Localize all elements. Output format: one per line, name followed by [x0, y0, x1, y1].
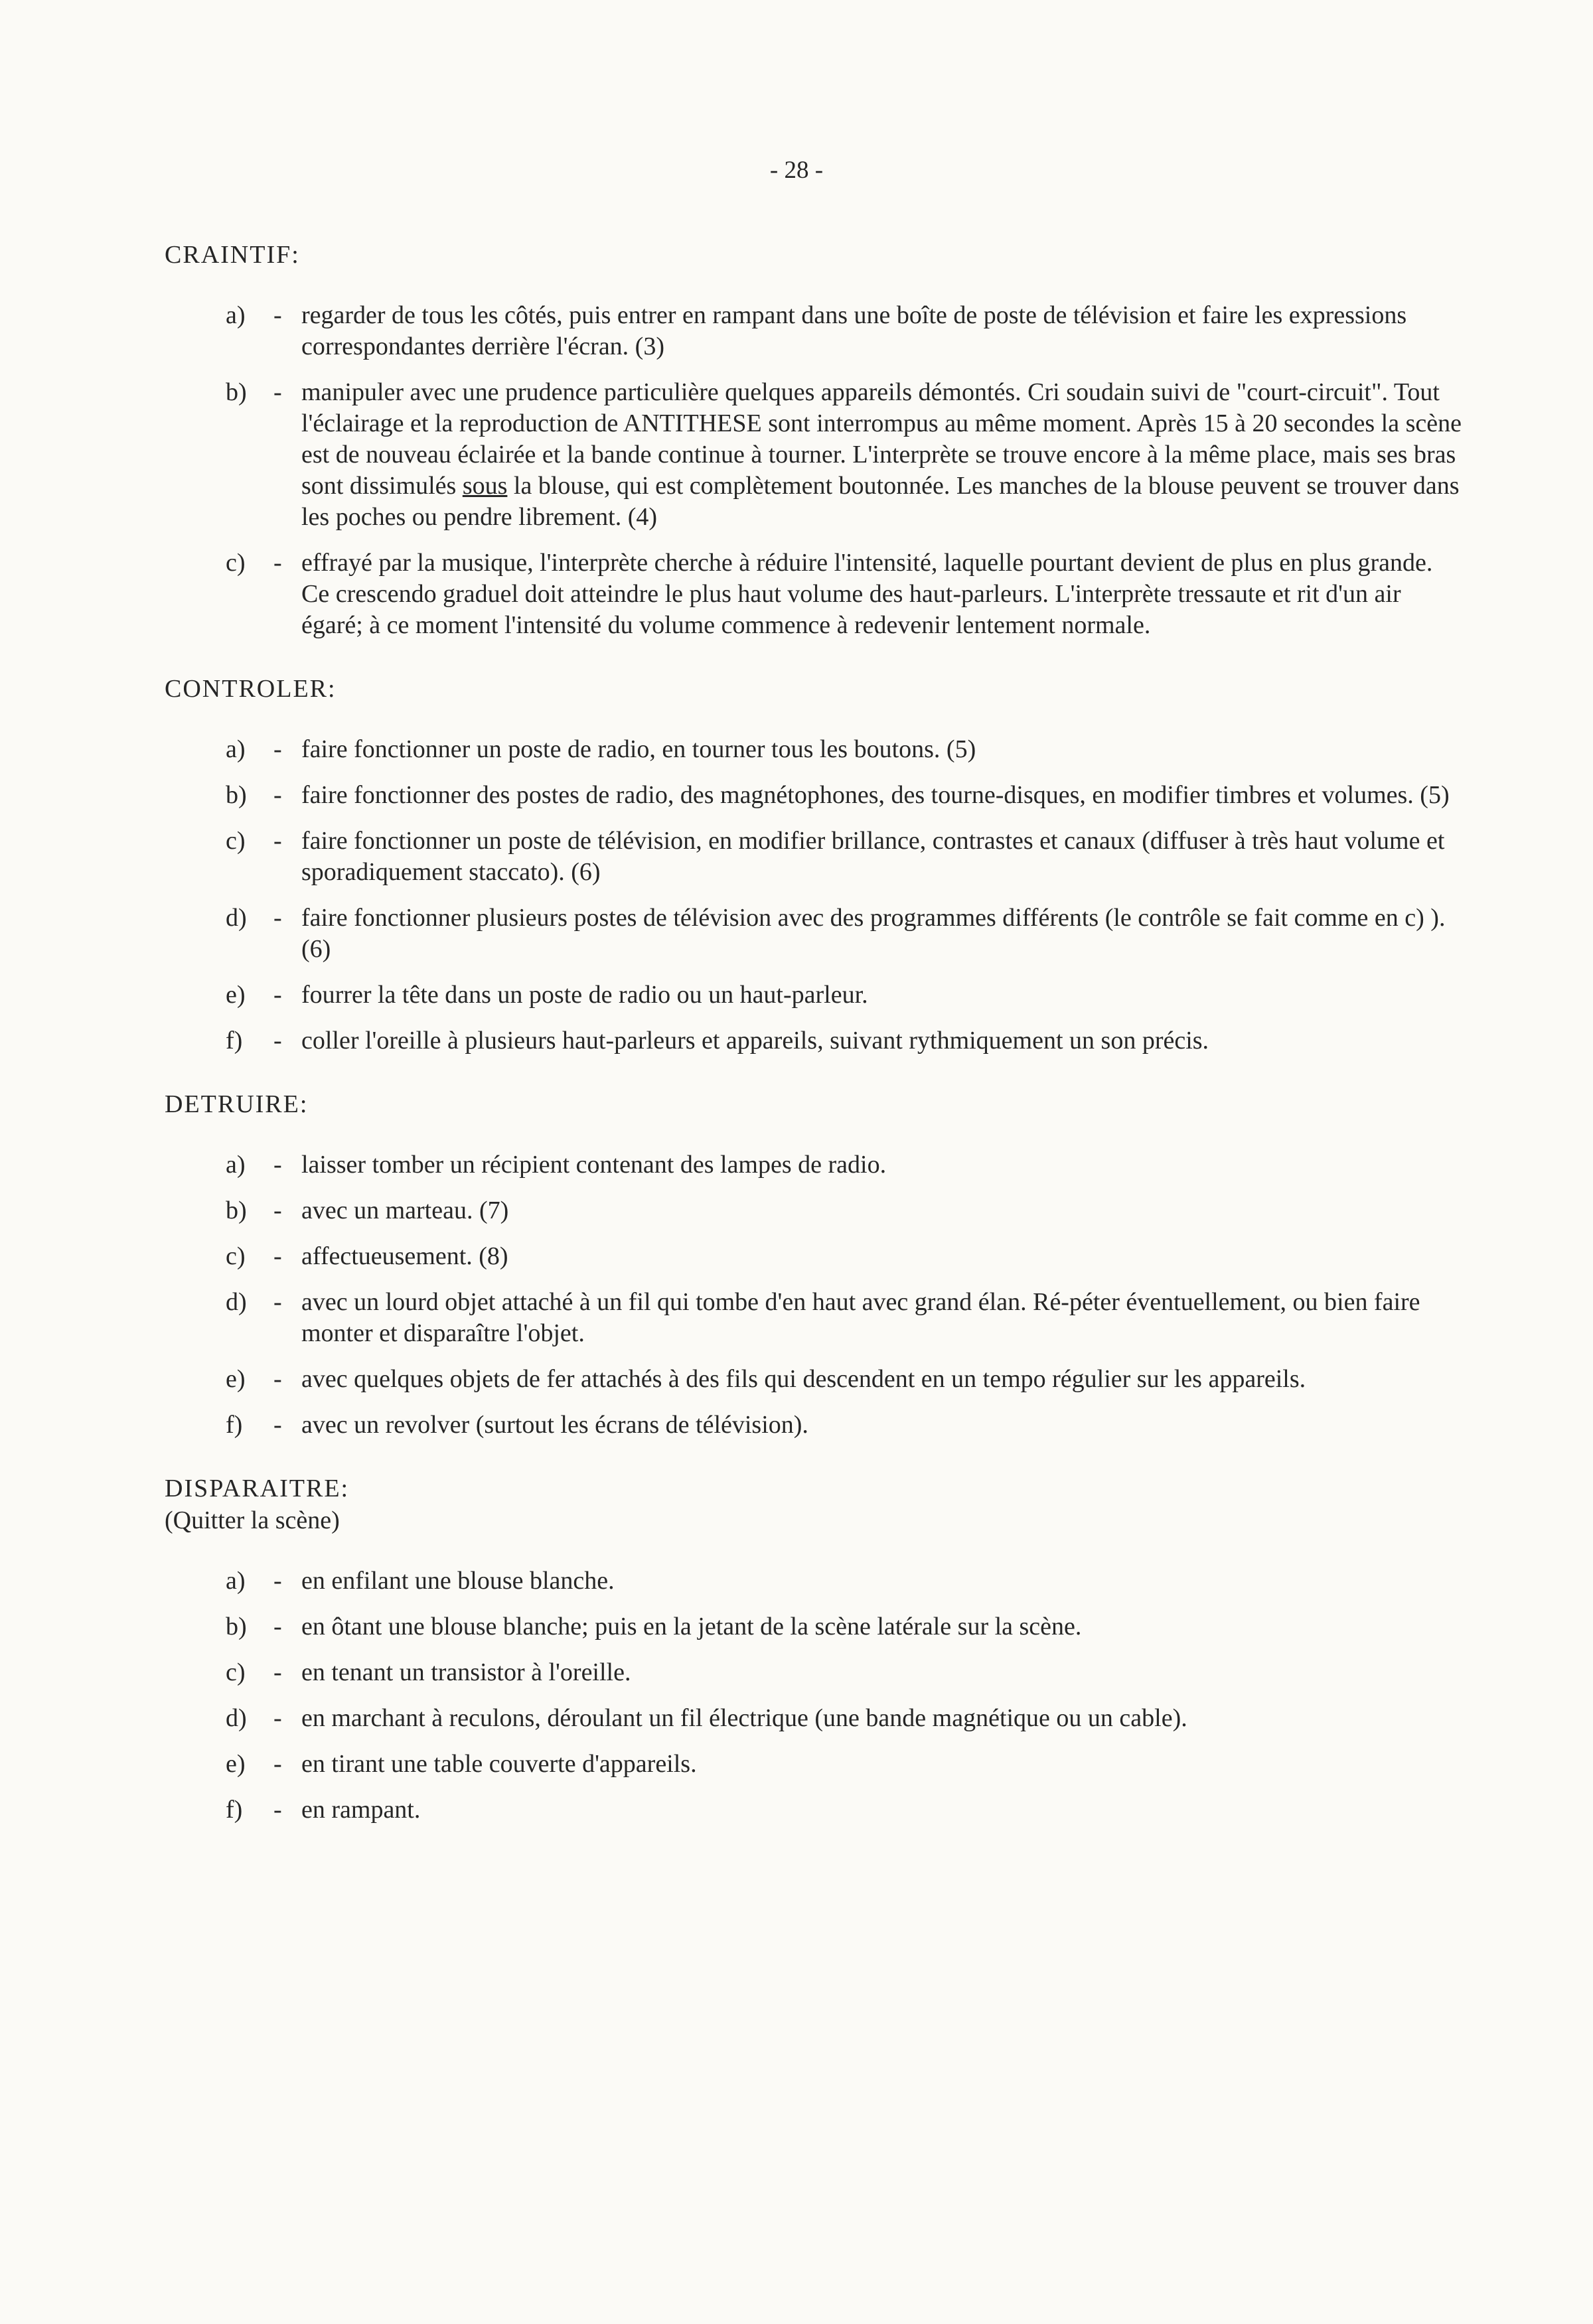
item-dash: - [273, 1658, 282, 1686]
section-controler [165, 673, 1466, 1056]
list-item [165, 1149, 1466, 1181]
item-label: f) [226, 1796, 243, 1824]
item-text [301, 378, 1462, 531]
list-item [165, 1565, 1466, 1597]
section-heading: CRAINTIF: [165, 241, 300, 269]
section-detruire [165, 1088, 1466, 1441]
item-text: en marchant à reculons, déroulant un fil électrique (une bande magnétique ou un cable). [301, 1704, 1187, 1732]
item-dash: - [273, 1704, 282, 1732]
section-subheading: (Quitter la scène) [165, 1506, 340, 1534]
item-label: d) [226, 1704, 247, 1732]
item-dash: - [273, 1242, 282, 1270]
item-text: fourrer la tête dans un poste de radio ou un haut-parleur. [301, 981, 868, 1009]
list-item [165, 1410, 1466, 1441]
item-dash: - [273, 1750, 282, 1778]
list-item [165, 1749, 1466, 1780]
item-label: b) [226, 1613, 247, 1640]
item-label: f) [226, 1027, 243, 1054]
item-label: c) [226, 549, 246, 577]
list-item [165, 300, 1466, 362]
item-text: faire fonctionner plusieurs postes de télévision avec des programmes différents (le contrôle se fait comme en c) ). (6) [301, 904, 1446, 963]
item-label: a) [226, 301, 246, 329]
item-dash: - [273, 1796, 282, 1824]
list-item [165, 1794, 1466, 1826]
item-label: a) [226, 735, 246, 763]
item-dash: - [273, 1027, 282, 1054]
item-text: faire fonctionner des postes de radio, des magnétophones, des tourne-disques, en modifier timbres et volumes. (5) [301, 781, 1450, 809]
item-dash: - [273, 549, 282, 577]
item-label: d) [226, 1288, 247, 1316]
item-dash: - [273, 735, 282, 763]
item-label: b) [226, 1197, 247, 1224]
item-label: e) [226, 1750, 246, 1778]
item-dash: - [273, 1151, 282, 1179]
item-text: avec quelques objets de fer attachés à des fils qui descendent en un tempo régulier sur les appareils. [301, 1365, 1306, 1393]
list-item [165, 377, 1466, 533]
section-heading: DETRUIRE: [165, 1090, 309, 1118]
item-text: avec un revolver (surtout les écrans de télévision). [301, 1411, 808, 1439]
item-dash: - [273, 378, 282, 406]
item-label: e) [226, 981, 246, 1009]
item-dash: - [273, 301, 282, 329]
item-text: affectueusement. (8) [301, 1242, 508, 1270]
item-text: en rampant. [301, 1796, 421, 1824]
item-dash: - [273, 981, 282, 1009]
section-craintif [165, 239, 1466, 641]
item-dash: - [273, 904, 282, 932]
item-dash: - [273, 1567, 282, 1595]
item-text: laisser tomber un récipient contenant des lampes de radio. [301, 1151, 887, 1179]
item-dash: - [273, 1197, 282, 1224]
item-text: faire fonctionner un poste de télévision, en modifier brillance, contrastes et canaux (diffuser à très haut volume et sporadiquement staccato). (6) [301, 827, 1445, 886]
list-item [165, 826, 1466, 888]
item-label: c) [226, 1242, 246, 1270]
list-item [165, 1364, 1466, 1395]
section-heading: DISPARAITRE: [165, 1475, 350, 1502]
list-item [165, 903, 1466, 965]
item-dash: - [273, 827, 282, 855]
item-text-part: manipuler avec une prudence particulière quelques appareils démontés. Cri soudain suivi de "court-circuit". Tout l'éclairage et la reproduction de ANTITHESE sont interrompus au même moment. Après 15 à 20 secondes la scène est de nouveau éclairée et la bande continue à tourner. L'interprète se trouve encore à la même place, mais ses bras sont dissimulés [301, 378, 1462, 500]
item-label: e) [226, 1365, 246, 1393]
item-text: en enfilant une blouse blanche. [301, 1567, 615, 1595]
underlined-word: sous [462, 472, 508, 500]
item-dash: - [273, 1365, 282, 1393]
list-item [165, 1703, 1466, 1734]
item-label: f) [226, 1411, 243, 1439]
item-label: a) [226, 1567, 246, 1595]
item-dash: - [273, 781, 282, 809]
item-text: en tirant une table couverte d'appareils. [301, 1750, 697, 1778]
item-text: effrayé par la musique, l'interprète cherche à réduire l'intensité, laquelle pourtant devient de plus en plus grande. Ce crescendo graduel doit atteindre le plus haut volume des haut-parleurs. L'interprète tressaute et rit d'un air égaré; à ce moment l'intensité du volume commence à redevenir lentement normale. [301, 549, 1433, 639]
list-item [165, 734, 1466, 765]
list-item [165, 1611, 1466, 1642]
item-text: avec un lourd objet attaché à un fil qui tombe d'en haut avec grand élan. Ré-péter éventuellement, ou bien faire monter et disparaître l'objet. [301, 1288, 1420, 1347]
list-item [165, 780, 1466, 811]
list-item [165, 1657, 1466, 1688]
item-label: a) [226, 1151, 246, 1179]
list-item [165, 980, 1466, 1011]
item-dash: - [273, 1613, 282, 1640]
item-dash: - [273, 1411, 282, 1439]
item-text: en ôtant une blouse blanche; puis en la jetant de la scène latérale sur la scène. [301, 1613, 1082, 1640]
item-label: b) [226, 378, 247, 406]
item-label: c) [226, 1658, 246, 1686]
item-text: faire fonctionner un poste de radio, en tourner tous les boutons. (5) [301, 735, 976, 763]
item-label: b) [226, 781, 247, 809]
item-label: c) [226, 827, 246, 855]
item-text: regarder de tous les côtés, puis entrer en rampant dans une boîte de poste de télévision et faire les expressions correspondantes derrière l'écran. (3) [301, 301, 1407, 360]
list-item [165, 1241, 1466, 1272]
list-item [165, 1025, 1466, 1056]
item-text: en tenant un transistor à l'oreille. [301, 1658, 631, 1686]
item-dash: - [273, 1288, 282, 1316]
list-item [165, 547, 1466, 641]
item-text: avec un marteau. (7) [301, 1197, 509, 1224]
list-item [165, 1195, 1466, 1226]
page-content [165, 239, 1466, 1857]
list-item [165, 1287, 1466, 1349]
item-text: coller l'oreille à plusieurs haut-parleurs et appareils, suivant rythmiquement un son précis. [301, 1027, 1209, 1054]
item-text-part: la blouse, qui est complètement boutonnée. Les manches de la blouse peuvent se trouver dans les poches ou pendre librement. (4) [301, 472, 1460, 531]
page-number: - 28 - [769, 157, 824, 184]
item-label: d) [226, 904, 247, 932]
section-heading: CONTROLER: [165, 675, 337, 703]
section-disparaitre [165, 1473, 1466, 1826]
